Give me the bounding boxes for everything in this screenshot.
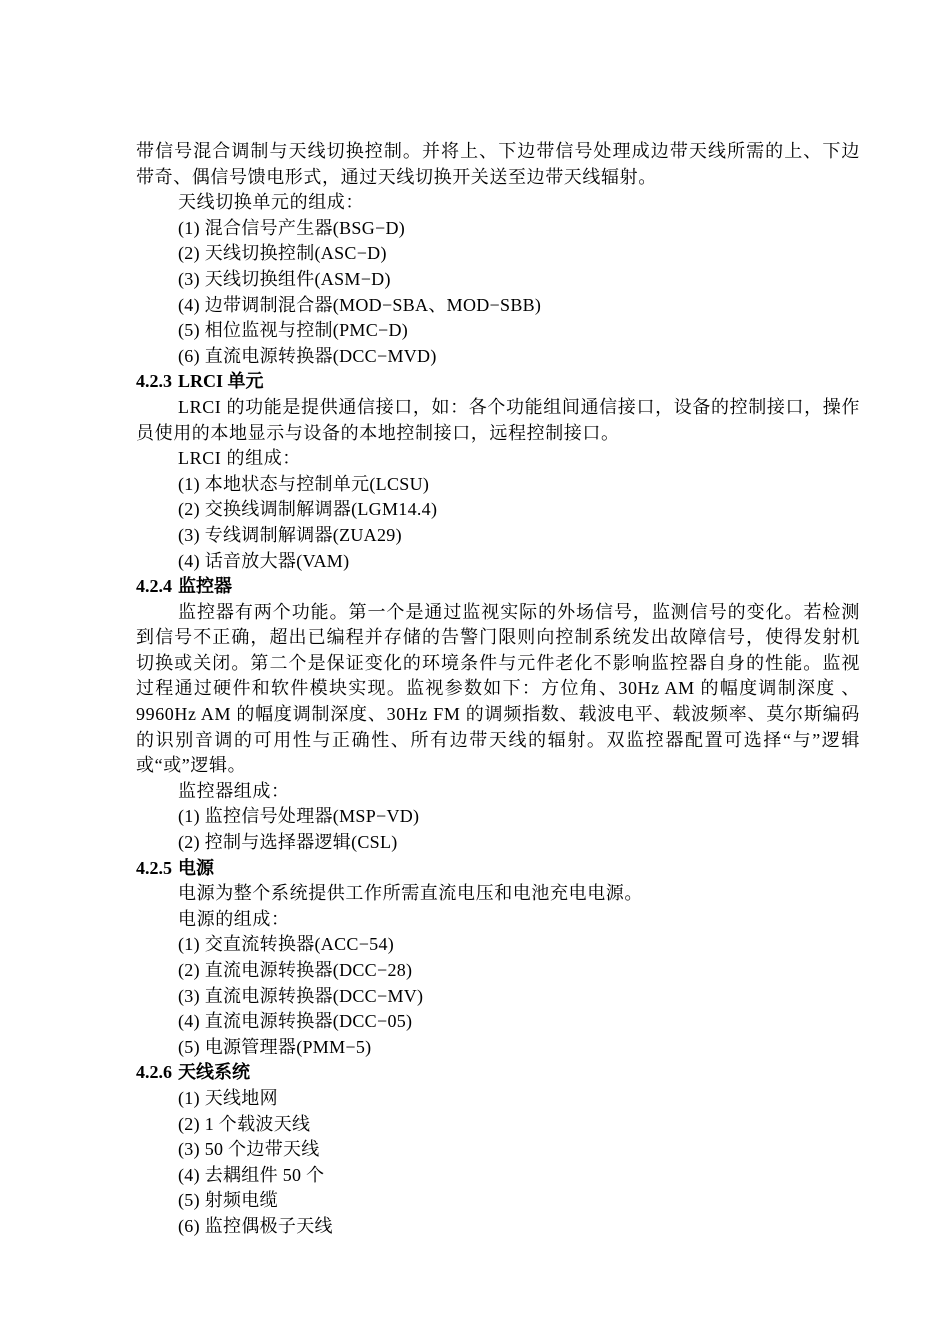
list-item: (3) 专线调制解调器(ZUA29): [178, 524, 402, 545]
antenna-system-list: [136, 1086, 860, 1240]
list-item: (1) 交直流转换器(ACC−54): [178, 934, 395, 955]
section-heading-4-2-4: [136, 574, 860, 600]
list-item: (5) 射频电缆: [178, 1190, 278, 1211]
list-item: (4) 直流电源转换器(DCC−05): [178, 1011, 413, 1032]
intro-paragraph: 带信号混合调制与天线切换控制。并将上、下边带信号处理成边带天线所需的上、下边带奇、偶信号馈电形式，通过天线切换开关送至边带天线辐射。: [136, 141, 860, 187]
list-item: (6) 监控偶极子天线: [178, 1215, 333, 1236]
lrci-composition-label: LRCI 的组成：: [178, 448, 301, 469]
section-heading-4-2-5: [136, 856, 860, 882]
power-paragraph: 电源为整个系统提供工作所需直流电压和电池充电电源。: [178, 883, 643, 904]
monitor-component-list: [136, 804, 860, 855]
section-title: 监控器: [178, 576, 232, 597]
antenna-switch-component-list: [136, 216, 860, 370]
section-title: 电源: [178, 857, 214, 878]
list-item: (4) 话音放大器(VAM): [178, 550, 350, 571]
list-item: (3) 天线切换组件(ASM−D): [178, 268, 391, 289]
section-heading-4-2-3: [136, 369, 860, 395]
lrci-component-list: [136, 472, 860, 574]
section-title: 天线系统: [178, 1062, 250, 1083]
list-item: (1) 本地状态与控制单元(LCSU): [178, 473, 430, 494]
list-item: (3) 50 个边带天线: [178, 1139, 320, 1160]
list-item: (1) 天线地网: [178, 1087, 278, 1108]
document-page: [136, 139, 860, 1240]
section-number: 4.2.6: [136, 1062, 172, 1083]
section-number: 4.2.5: [136, 857, 172, 878]
list-item: (2) 直流电源转换器(DCC−28): [178, 960, 413, 980]
antenna-switch-composition-label: 天线切换单元的组成：: [178, 192, 364, 213]
list-item: (2) 控制与选择器逻辑(CSL): [178, 832, 398, 853]
list-item: (1) 监控信号处理器(MSP−VD): [178, 806, 420, 827]
power-component-list: [136, 932, 860, 1060]
list-item: (4) 边带调制混合器(MOD−SBA、MOD−SBB): [178, 294, 542, 315]
lrci-paragraph: LRCI 的功能是提供通信接口，如：各个功能组间通信接口，设备的控制接口，操作员使用的本地显示与设备的本地控制接口，远程控制接口。: [136, 396, 860, 443]
list-item: (5) 电源管理器(PMM−5): [178, 1036, 372, 1057]
list-item: (5) 相位监视与控制(PMC−D): [178, 320, 409, 341]
monitor-paragraph: 监控器有两个功能。第一个是通过监视实际的外场信号，监测信号的变化。若检测到信号不正确，超出已编程并存储的告警门限则向控制系统发出故障信号，使得发射机切换或关闭。第二个是保证变化的环境条件与元件老化不影响监控器自身的性能。监视过程通过硬件和软件模块实现。监视参数如下：方位角、30Hz AM 的幅度调制深度 、9960Hz AM 的幅度调制深度、30Hz FM 的调频指数、载波电平、载波频率、莫尔斯编码的识别音调的可用性与正确性、所有边带天线的辐射。双监控器配置可选择“与”逻辑或“或”逻辑。: [136, 601, 860, 776]
list-item: (2) 天线切换控制(ASC−D): [178, 243, 387, 264]
section-number: 4.2.4: [136, 576, 172, 597]
monitor-composition-label: 监控器组成：: [178, 780, 290, 801]
section-number: 4.2.3: [136, 371, 172, 392]
list-item: (3) 直流电源转换器(DCC−MV): [178, 985, 424, 1006]
list-item: (2) 1 个载波天线: [178, 1113, 311, 1134]
list-item: (6) 直流电源转换器(DCC−MVD): [178, 345, 437, 366]
list-item: (1) 混合信号产生器(BSG−D): [178, 217, 406, 238]
power-composition-label: 电源的组成：: [178, 908, 290, 929]
section-title: LRCI 单元: [178, 371, 264, 392]
section-heading-4-2-6: [136, 1060, 860, 1086]
list-item: (4) 去耦组件 50 个: [178, 1164, 325, 1185]
list-item: (2) 交换线调制解调器(LGM14.4): [178, 499, 438, 520]
